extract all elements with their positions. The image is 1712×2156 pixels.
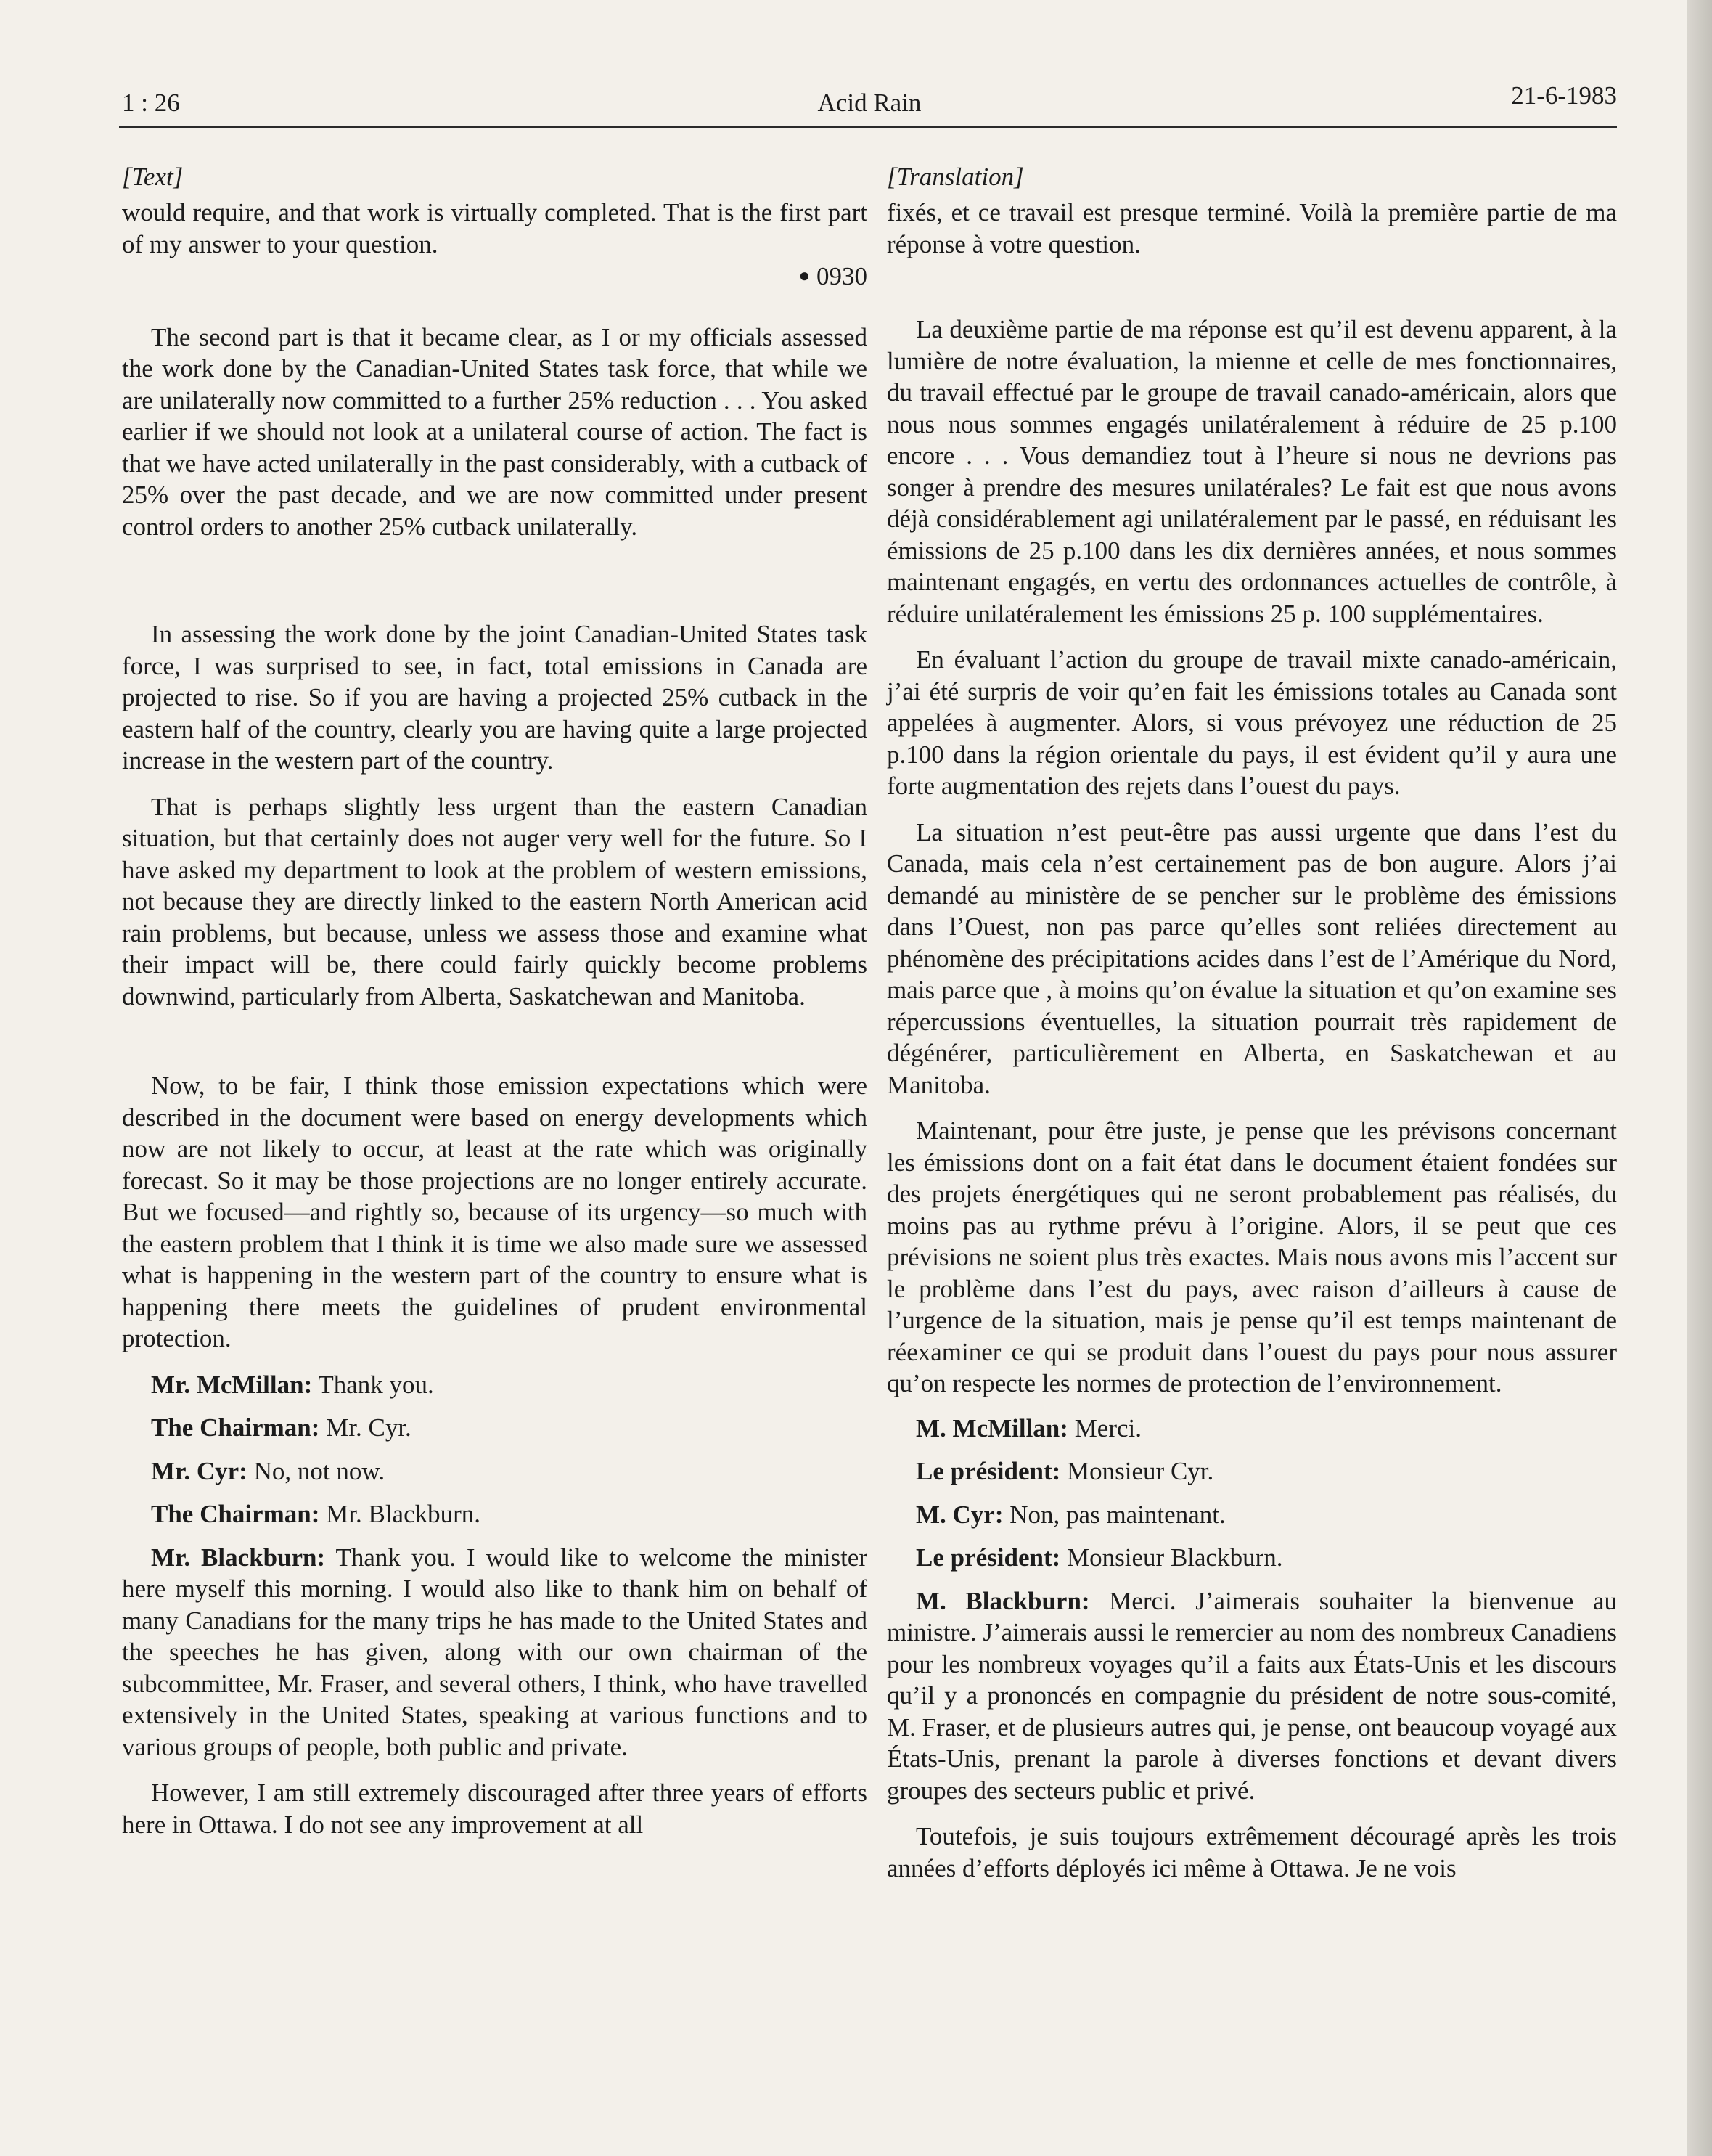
speech-text: Mr. Blackburn. <box>326 1500 481 1528</box>
column-label-text: [Text] <box>122 163 184 191</box>
paragraph: Now, to be fair, I think those emission expectations which were described in the document were based on energy developments which now are not likely to occur, at least at the rate which was originally forecast. So it may be those projections are no longer entirely accurate. But we focused—and rightly so, because of its urgency—so much with the eastern problem that I think it is time we also made sure we assessed what is happening in the western part of the country to ensure what is happening there meets the guidelines of prudent environmental protection. <box>122 1071 867 1352</box>
speech-text: Mr. Cyr. <box>326 1413 411 1442</box>
dialogue-line <box>887 1413 1617 1445</box>
speaker-name: The Chairman: <box>151 1413 320 1442</box>
speech-text: Non, pas maintenant. <box>1009 1500 1226 1529</box>
speaker-name: Mr. McMillan: <box>151 1370 313 1399</box>
dialogue-line <box>122 1455 867 1487</box>
speech-text: Monsieur Cyr. <box>1067 1457 1214 1485</box>
paragraph: La situation n’est peut-être pas aussi urgente que dans l’est du Canada, mais cela n’est certainement pas de bon augure. Alors j’ai demandé au ministère de se pencher sur le problème des émissions dans l’Ouest, non pas parce qu’elles sont reliées directement au phénomène des précipitations acides dans l’est de l’Amérique du Nord, mais parce que , à moins qu’on évalue la situation et qu’on examine ses répercussions éventuelles, la situation pourrait très rapidement de dégénérer, particulièrement en Alberta, en Saskatchewan et au Manitoba. <box>887 817 1617 1099</box>
speech-text: No, not now. <box>253 1456 385 1485</box>
dialogue-line <box>122 1542 867 1763</box>
dialogue-line <box>122 1498 867 1530</box>
english-column <box>122 161 867 1840</box>
speech-text: Monsieur Blackburn. <box>1067 1543 1283 1572</box>
dialogue-line <box>887 1499 1617 1531</box>
paragraph: Maintenant, pour être juste, je pense que les prévisons concernant les émissions dont on a fait état dans le document étaient fondées sur des projets énergétiques qui ne seront probablement pas réalisés, du moins pas au rythme prévu à l’origine. Alors, il se peut que ces prévisions ne soient plus très exactes. Mais nous avons mis l’accent sur le problème dans l’est du pays, avec raison d’ailleurs à cause de l’urgence de la situation, mais je pense qu’il est temps maintenant de réexaminer ce qui se produit dans l’ouest du pays pour nous assurer qu’on respecte les normes de protection de l’environnement. <box>887 1116 1617 1397</box>
paragraph: In assessing the work done by the joint Canadian-United States task force, I was surprised to see, in fact, total emissions in Canada are projected to rise. So if you are having a projected 25% cutback in the eastern half of the country, clearly you are having quite a large projected increase in the western part of the country. <box>122 620 867 775</box>
dialogue-line <box>122 1412 867 1444</box>
paragraph: However, I am still extremely discouraged after three years of efforts here in Ottawa. I do not see any improvement at all <box>122 1779 867 1839</box>
paragraph: That is perhaps slightly less urgent than the eastern Canadian situation, but that certainly does not auger very well for the future. So I have asked my department to look at the problem of western emissions, not because they are directly linked to the eastern North American acid rain problems, but because, unless we assess those and examine what their impact will be, there could fairly quickly become problems downwind, particularly from Alberta, Saskatchewan and Manitoba. <box>122 792 867 1010</box>
paragraph: fixés, et ce travail est presque terminé. Voilà la première partie de ma réponse à votre question. <box>887 198 1617 258</box>
paragraph: La deuxième partie de ma réponse est qu’il est devenu apparent, à la lumière de notre évaluation, la mienne et celle de mes fonctionnaires, du travail effectué par le groupe de travail canado-américain, alors que nous nous sommes engagés unilatéralement à réduire de 25 p.100 encore . . . Vous demandiez tout à l’heure si nous ne devrions pas songer à prendre des mesures unilatérales? Le fait est que nous avons déjà considérablement agi unilatéralement par le passé, en réduisant les émissions de 25 p.100 dans les dix dernières années, et nous sommes maintenant engagés, en vertu des ordonnances actuelles de contrôle, à réduire unilatéralement les émissions 25 p. 100 supplémentaires. <box>887 315 1617 628</box>
speech-text: Thank you. <box>318 1370 434 1399</box>
page-header <box>122 81 1617 125</box>
speech-text: Merci. <box>1074 1413 1142 1442</box>
header-rule <box>119 126 1617 128</box>
speaker-name: M. McMillan: <box>916 1413 1068 1442</box>
speech-text: Merci. J’aimerais souhaiter la bienvenue au ministre. J’aimerais aussi le remercier au nom des nombreux Canadiens pour les nombreux voyages qu’il a faits aux États-Unis et les discours qu’il y a prononcés en compagnie du président de notre sous-comité, M. Fraser, et de plusieurs autres qui, je pense, ont beaucoup voyagé aux États-Unis, prenant la parole à diverses fonctions et devant divers groupes des secteurs public et privé. <box>887 1586 1617 1805</box>
dialogue-line <box>887 1585 1617 1807</box>
column-label-translation: [Translation] <box>887 163 1024 191</box>
page-date: 21-6-1983 <box>1511 81 1617 110</box>
page-edge <box>1687 0 1712 2156</box>
speaker-name: Le président: <box>916 1457 1061 1485</box>
page-number: 1 : 26 <box>122 89 180 117</box>
french-column <box>887 161 1617 1884</box>
time-marker-text: 0930 <box>816 262 867 290</box>
speaker-name: Le président: <box>916 1543 1061 1572</box>
speaker-name: M. Blackburn: <box>916 1586 1090 1615</box>
speaker-name: The Chairman: <box>151 1500 320 1528</box>
dialogue-line <box>887 1455 1617 1487</box>
paragraph: Toutefois, je suis toujours extrêmement découragé après les trois années d’efforts déployés ici même à Ottawa. Je ne vois <box>887 1822 1617 1882</box>
time-marker <box>122 260 867 293</box>
speaker-name: Mr. Cyr: <box>151 1456 247 1485</box>
speech-text: Thank you. I would like to welcome the minister here myself this morning. I would also like to thank him on behalf of many Canadians for the many trips he has made to the United States and the speeches he has given, along with our own chairman of the subcommittee, Mr. Fraser, and several others, I think, who have travelled extensively in the United States, speaking at various functions and to various groups of people, both public and private. <box>122 1543 867 1761</box>
paragraph: The second part is that it became clear, as I or my officials assessed the work done by the Canadian-United States task force, that while we are unilaterally now committed to a further 25% reduction . . . You asked earlier if we should not look at a unilateral course of action. The fact is that we have acted unilaterally in the past considerably, with a cutback of 25% over the past decade, and we are now committed under present control orders to another 25% cutback unilaterally. <box>122 322 867 541</box>
paragraph: would require, and that work is virtually completed. That is the first part of my answer to your question. <box>122 198 867 258</box>
paragraph: En évaluant l’action du groupe de travail mixte canado-américain, j’ai été surpris de voir qu’en fait les émissions totales au Canada sont appelées à augmenter. Alors, si vous prévoyez une réduction de 25 p.100 dans la région orientale du pays, il est évident qu’il y aura une forte augmentation des rejets dans l’ouest du pays. <box>887 645 1617 800</box>
bullet-icon: ● <box>798 265 811 286</box>
speaker-name: Mr. Blackburn: <box>151 1543 326 1572</box>
running-title: Acid Rain <box>817 89 922 117</box>
speaker-name: M. Cyr: <box>916 1500 1004 1529</box>
dialogue-line <box>122 1369 867 1401</box>
dialogue-line <box>887 1542 1617 1574</box>
